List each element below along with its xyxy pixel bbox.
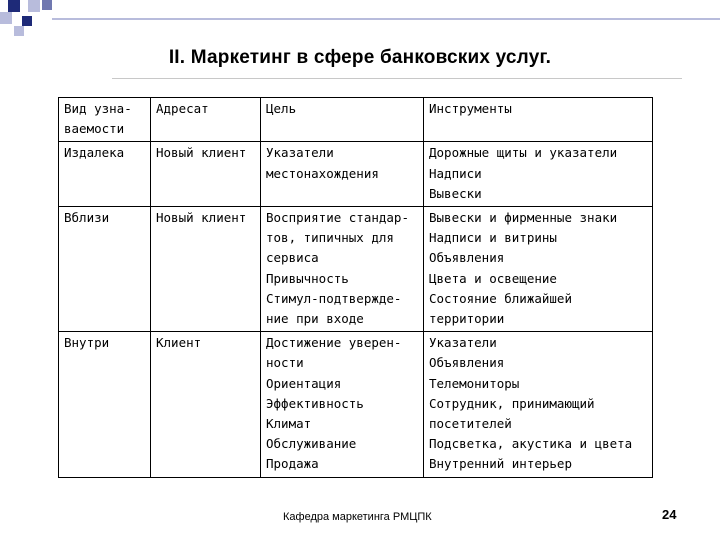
table-cell (424, 207, 653, 332)
header-cell (151, 98, 261, 142)
cell-line: Указатели (266, 145, 334, 161)
cell-line: Клиент (156, 335, 202, 351)
cell-line: Подсветка, акустика и цвета (429, 436, 633, 452)
cell-line: Ориентация (266, 375, 342, 391)
cell-line: территории (429, 311, 505, 327)
cell-line: сервиса (266, 250, 319, 266)
corner-decoration (0, 0, 60, 40)
table-cell (59, 142, 151, 207)
footer-text: Кафедра маркетинга РМЦПК (283, 511, 432, 523)
table-row (59, 332, 653, 477)
cell-line: Объявления (429, 355, 505, 371)
cell-line: Цель (266, 101, 297, 116)
cell-line: ности (266, 355, 304, 371)
cell-line: Надписи (429, 165, 482, 181)
cell-line: местонахождения (266, 165, 379, 181)
cell-line: Указатели (429, 335, 497, 351)
title-divider (112, 78, 682, 79)
cell-line: Сотрудник, принимающий (429, 395, 595, 411)
cell-line: Внутри (64, 335, 110, 351)
table-cell (261, 207, 424, 332)
cell-line: Привычность (266, 270, 349, 286)
table-header-row (59, 98, 653, 142)
decor-square (22, 16, 32, 26)
cell-line: Дорожные щиты и указатели (429, 145, 618, 161)
cell-line: Адресат (156, 101, 209, 116)
header-cell (59, 98, 151, 142)
table-cell (151, 207, 261, 332)
cell-line: Инструменты (429, 101, 512, 116)
cell-line: Продажа (266, 456, 319, 472)
cell-line: Стимул-подтвержде- (266, 290, 402, 306)
cell-line: Внутренний интерьер (429, 456, 572, 472)
decor-square (8, 0, 20, 12)
cell-line: ние при входе (266, 311, 364, 327)
page-title: II. Маркетинг в сфере банковских услуг. (168, 47, 552, 68)
cell-line: Издалека (64, 145, 125, 161)
header-cell (424, 98, 653, 142)
table-cell (261, 332, 424, 477)
table-cell (151, 332, 261, 477)
header-cell (261, 98, 424, 142)
cell-line: Обслуживание (266, 436, 357, 452)
cell-line: тов, типичных для (266, 230, 394, 246)
cell-line: Вывески (429, 185, 482, 201)
page-number: 24 (662, 507, 677, 522)
cell-line: Объявления (429, 250, 505, 266)
cell-line: Состояние ближайшей (429, 290, 572, 306)
table-body (59, 98, 653, 478)
cell-line: Телемониторы (429, 375, 520, 391)
table-row (59, 142, 653, 207)
cell-line: Надписи и витрины (429, 230, 557, 246)
table-cell (424, 332, 653, 477)
table-cell (261, 142, 424, 207)
decor-square (28, 0, 40, 12)
cell-line: посетителей (429, 416, 512, 432)
table-cell (424, 142, 653, 207)
cell-line: Цвета и освещение (429, 270, 557, 286)
table-cell (59, 332, 151, 477)
cell-line: Климат (266, 416, 312, 432)
top-decor-bar (52, 18, 720, 20)
cell-line: Эффективность (266, 395, 364, 411)
cell-line: Вид узна- (64, 101, 132, 116)
cell-line: Достижение уверен- (266, 335, 402, 351)
cell-line: Восприятие стандар- (266, 210, 409, 226)
cell-line: ваемости (64, 121, 125, 137)
decor-square (42, 0, 52, 10)
decor-square (0, 12, 12, 24)
marketing-table (58, 97, 653, 478)
cell-line: Вывески и фирменные знаки (429, 210, 618, 226)
table-cell (59, 207, 151, 332)
table-row (59, 207, 653, 332)
cell-line: Вблизи (64, 210, 110, 226)
table-cell (151, 142, 261, 207)
decor-square (14, 26, 24, 36)
cell-line: Новый клиент (156, 210, 247, 226)
cell-line: Новый клиент (156, 145, 247, 161)
